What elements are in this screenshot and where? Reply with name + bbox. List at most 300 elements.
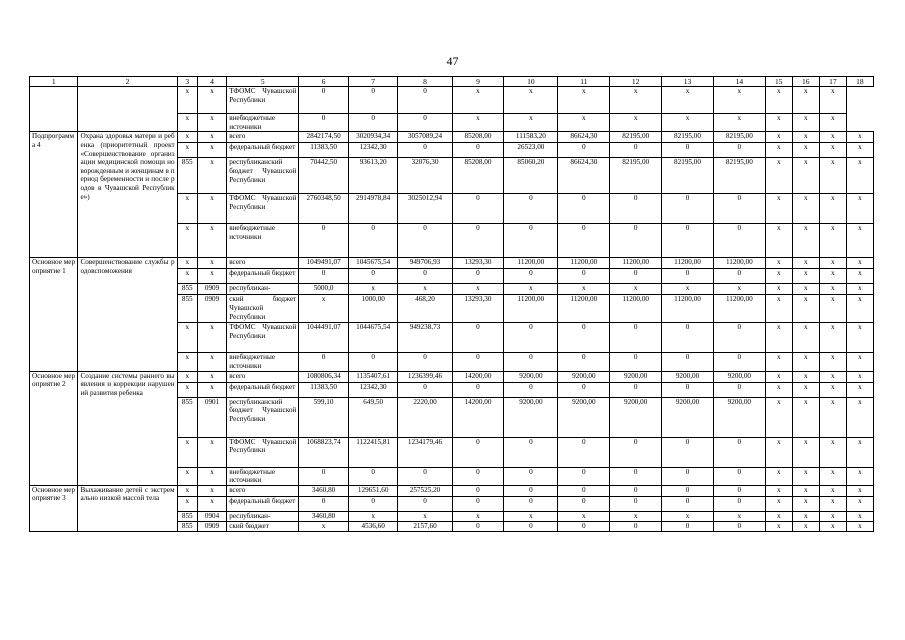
value-cell: 2220,00 <box>398 397 452 437</box>
table-row <box>30 132 874 143</box>
value-cell: x <box>765 511 792 521</box>
value-cell: x <box>792 467 819 485</box>
value-cell: 82195,00 <box>610 132 662 143</box>
value-cell: x <box>765 353 792 371</box>
funding-source-cell: федеральный бюджет <box>227 269 299 284</box>
value-cell: 0 <box>504 353 558 371</box>
value-cell: 3460,80 <box>299 511 349 521</box>
value-cell: 0 <box>610 323 662 353</box>
value-cell: 0 <box>662 353 714 371</box>
value-cell: x <box>846 323 873 353</box>
value-cell: x <box>846 284 873 295</box>
value-cell: x <box>765 258 792 269</box>
value-cell: 0 <box>713 437 765 467</box>
program-name-cell: Основное мероприятие 3 <box>30 485 78 531</box>
value-cell: x <box>765 143 792 158</box>
value-cell: 82195,00 <box>610 158 662 194</box>
value-cell: x <box>558 114 610 132</box>
grbs-cell: x <box>177 87 197 114</box>
value-cell: 12342,30 <box>348 143 398 158</box>
value-cell: 0 <box>713 485 765 496</box>
value-cell: 11200,00 <box>504 258 558 269</box>
value-cell: 0 <box>398 224 452 258</box>
value-cell: 0 <box>713 224 765 258</box>
value-cell: x <box>765 397 792 437</box>
value-cell: 1135407,61 <box>348 371 398 382</box>
value-cell: x <box>713 114 765 132</box>
funding-source-cell: республиканский бюджет Чувашской Республики <box>227 397 299 437</box>
value-cell: x <box>452 511 504 521</box>
column-header: 14 <box>713 77 765 87</box>
value-cell: x <box>504 284 558 295</box>
grbs-cell: x <box>177 353 197 371</box>
funding-source-cell: внебюджетные источники <box>227 353 299 371</box>
grbs-cell: x <box>177 467 197 485</box>
funding-source-cell: внебюджетные источники <box>227 467 299 485</box>
value-cell: 0 <box>398 496 452 511</box>
program-name-cell: Подпрограмма 4 <box>30 132 78 258</box>
value-cell: 468,20 <box>398 295 452 323</box>
section-cell: x <box>197 158 226 194</box>
value-cell: 0 <box>504 224 558 258</box>
value-cell: x <box>792 323 819 353</box>
value-cell: 0 <box>610 224 662 258</box>
value-cell: 0 <box>348 224 398 258</box>
value-cell: 0 <box>713 496 765 511</box>
grbs-cell: x <box>177 194 197 224</box>
value-cell: x <box>819 371 846 382</box>
value-cell: 0 <box>662 224 714 258</box>
value-cell: 0 <box>452 143 504 158</box>
value-cell: 0 <box>348 353 398 371</box>
table-row <box>30 87 874 114</box>
value-cell: 0 <box>662 496 714 511</box>
value-cell: 70442,50 <box>299 158 349 194</box>
value-cell: x <box>819 87 846 114</box>
program-description-cell: Выхаживание детей с экстремально низкой массой тела <box>78 485 177 531</box>
value-cell: x <box>819 284 846 295</box>
value-cell: 0 <box>558 382 610 397</box>
value-cell: x <box>558 511 610 521</box>
value-cell: 0 <box>452 496 504 511</box>
column-header: 17 <box>819 77 846 87</box>
value-cell: x <box>792 485 819 496</box>
value-cell: x <box>846 521 873 531</box>
value-cell: 0 <box>299 87 349 114</box>
value-cell: x <box>819 224 846 258</box>
section-cell: x <box>197 496 226 511</box>
value-cell: 0 <box>504 437 558 467</box>
value-cell: 0 <box>504 467 558 485</box>
value-cell: x <box>765 114 792 132</box>
value-cell: x <box>846 382 873 397</box>
value-cell: 9200,00 <box>713 397 765 437</box>
page-number: 47 <box>446 54 459 68</box>
section-cell: x <box>197 258 226 269</box>
value-cell: x <box>819 521 846 531</box>
section-cell: x <box>197 485 226 496</box>
value-cell: x <box>792 87 819 114</box>
value-cell: 0 <box>299 114 349 132</box>
funding-source-cell: федеральный бюджет <box>227 143 299 158</box>
value-cell: x <box>299 295 349 323</box>
grbs-cell: 855 <box>177 511 197 521</box>
value-cell: x <box>765 521 792 531</box>
value-cell: 0 <box>662 485 714 496</box>
value-cell: 0 <box>558 437 610 467</box>
table-row <box>30 258 874 269</box>
value-cell: x <box>846 194 873 224</box>
value-cell: x <box>452 114 504 132</box>
value-cell: x <box>792 382 819 397</box>
funding-source-cell: республикан- <box>227 284 299 295</box>
value-cell: 0 <box>558 194 610 224</box>
value-cell: x <box>792 521 819 531</box>
funding-source-cell: всего <box>227 258 299 269</box>
value-cell: x <box>792 284 819 295</box>
value-cell: 1045675,54 <box>348 258 398 269</box>
value-cell: 13293,30 <box>452 258 504 269</box>
value-cell: x <box>819 485 846 496</box>
value-cell: x <box>792 132 819 143</box>
value-cell: x <box>713 284 765 295</box>
value-cell: x <box>846 158 873 194</box>
value-cell: x <box>819 132 846 143</box>
value-cell: x <box>819 437 846 467</box>
value-cell: x <box>765 87 792 114</box>
value-cell: x <box>299 521 349 531</box>
value-cell: x <box>846 496 873 511</box>
column-header: 5 <box>227 77 299 87</box>
value-cell: x <box>610 87 662 114</box>
value-cell: 0 <box>713 323 765 353</box>
value-cell: x <box>846 437 873 467</box>
column-header: 2 <box>78 77 177 87</box>
value-cell: 0 <box>452 382 504 397</box>
value-cell: x <box>846 224 873 258</box>
value-cell: 3057089,24 <box>398 132 452 143</box>
value-cell: 0 <box>398 87 452 114</box>
value-cell: 82195,00 <box>662 132 714 143</box>
grbs-cell: x <box>177 496 197 511</box>
value-cell: 0 <box>348 87 398 114</box>
value-cell: x <box>846 371 873 382</box>
value-cell: x <box>792 143 819 158</box>
value-cell: x <box>765 269 792 284</box>
value-cell: x <box>348 511 398 521</box>
column-header: 3 <box>177 77 197 87</box>
value-cell: 0 <box>348 496 398 511</box>
funding-source-cell: республикан- <box>227 511 299 521</box>
value-cell: 0 <box>610 521 662 531</box>
grbs-cell: 855 <box>177 158 197 194</box>
value-cell: 0 <box>504 269 558 284</box>
value-cell: x <box>765 467 792 485</box>
value-cell: 0 <box>610 437 662 467</box>
value-cell: x <box>792 295 819 323</box>
value-cell: x <box>792 224 819 258</box>
value-cell: 1068823,74 <box>299 437 349 467</box>
value-cell: 86624,30 <box>558 158 610 194</box>
value-cell: 14200,00 <box>452 397 504 437</box>
value-cell: 0 <box>610 467 662 485</box>
value-cell: 9200,00 <box>558 397 610 437</box>
value-cell: 0 <box>610 485 662 496</box>
value-cell: 0 <box>452 437 504 467</box>
value-cell: x <box>792 258 819 269</box>
value-cell: 9200,00 <box>713 371 765 382</box>
section-cell: x <box>197 371 226 382</box>
value-cell: x <box>610 284 662 295</box>
value-cell: 0 <box>662 521 714 531</box>
value-cell: x <box>765 132 792 143</box>
value-cell: x <box>662 511 714 521</box>
value-cell: 0 <box>713 143 765 158</box>
grbs-cell: x <box>177 371 197 382</box>
value-cell: 9200,00 <box>558 371 610 382</box>
value-cell: 0 <box>452 323 504 353</box>
value-cell: x <box>846 269 873 284</box>
value-cell: 85208,00 <box>452 158 504 194</box>
value-cell: x <box>765 284 792 295</box>
section-cell: 0904 <box>197 511 226 521</box>
value-cell: x <box>765 485 792 496</box>
value-cell: 0 <box>610 143 662 158</box>
value-cell: x <box>792 511 819 521</box>
section-cell: 0901 <box>197 397 226 437</box>
value-cell: 0 <box>348 467 398 485</box>
value-cell: 0 <box>299 496 349 511</box>
value-cell: x <box>765 323 792 353</box>
value-cell: x <box>713 87 765 114</box>
value-cell: 0 <box>713 521 765 531</box>
value-cell: 0 <box>452 353 504 371</box>
value-cell: 26523,00 <box>504 143 558 158</box>
program-name-cell <box>30 87 78 132</box>
program-description-cell: Совершенствование службы родовспоможения <box>78 258 177 371</box>
section-cell: 0909 <box>197 284 226 295</box>
value-cell: 0 <box>504 521 558 531</box>
value-cell: x <box>819 496 846 511</box>
grbs-cell: x <box>177 224 197 258</box>
value-cell: x <box>610 114 662 132</box>
section-cell: x <box>197 382 226 397</box>
value-cell: x <box>452 87 504 114</box>
value-cell: x <box>765 158 792 194</box>
value-cell: 0 <box>398 143 452 158</box>
value-cell: 85060,20 <box>504 158 558 194</box>
value-cell: 0 <box>662 467 714 485</box>
value-cell: x <box>610 511 662 521</box>
column-header: 7 <box>348 77 398 87</box>
grbs-cell: x <box>177 143 197 158</box>
value-cell: 0 <box>662 323 714 353</box>
value-cell: 0 <box>452 224 504 258</box>
value-cell: x <box>846 295 873 323</box>
value-cell: 649,50 <box>348 397 398 437</box>
value-cell: 93613,20 <box>348 158 398 194</box>
value-cell: 82195,00 <box>713 158 765 194</box>
value-cell: 0 <box>610 382 662 397</box>
program-description-cell <box>78 87 177 132</box>
value-cell: 0 <box>452 269 504 284</box>
value-cell: x <box>819 295 846 323</box>
value-cell: 3020934,34 <box>348 132 398 143</box>
value-cell: 1236399,46 <box>398 371 452 382</box>
value-cell: 0 <box>504 382 558 397</box>
value-cell: x <box>558 284 610 295</box>
section-cell: x <box>197 143 226 158</box>
value-cell: 0 <box>299 269 349 284</box>
value-cell: 13293,30 <box>452 295 504 323</box>
value-cell: 0 <box>452 467 504 485</box>
value-cell: 9200,00 <box>610 397 662 437</box>
value-cell: 0 <box>398 467 452 485</box>
value-cell: 0 <box>610 269 662 284</box>
value-cell: 0 <box>662 143 714 158</box>
funding-source-cell: ский бюджет Чувашской Республики <box>227 295 299 323</box>
value-cell: 0 <box>504 485 558 496</box>
funding-source-cell: всего <box>227 132 299 143</box>
funding-source-cell: внебюджетные источники <box>227 224 299 258</box>
grbs-cell: 855 <box>177 521 197 531</box>
value-cell: 0 <box>558 467 610 485</box>
value-cell: 0 <box>662 194 714 224</box>
value-cell: 11200,00 <box>504 295 558 323</box>
value-cell: 0 <box>558 323 610 353</box>
value-cell: x <box>846 511 873 521</box>
value-cell: 32076,30 <box>398 158 452 194</box>
grbs-cell: x <box>177 258 197 269</box>
value-cell: 9200,00 <box>662 397 714 437</box>
value-cell: 129651,60 <box>348 485 398 496</box>
value-cell: x <box>819 158 846 194</box>
grbs-cell: x <box>177 323 197 353</box>
section-cell: x <box>197 353 226 371</box>
table-row <box>30 371 874 382</box>
grbs-cell: 855 <box>177 397 197 437</box>
value-cell: 1044491,07 <box>299 323 349 353</box>
value-cell: 3025012,94 <box>398 194 452 224</box>
value-cell: 0 <box>558 521 610 531</box>
section-cell: x <box>197 437 226 467</box>
section-cell: 0909 <box>197 295 226 323</box>
value-cell: 1000,00 <box>348 295 398 323</box>
value-cell: x <box>819 397 846 437</box>
value-cell: 0 <box>452 194 504 224</box>
value-cell: x <box>846 143 873 158</box>
value-cell: 1122415,81 <box>348 437 398 467</box>
value-cell: 0 <box>452 521 504 531</box>
value-cell: 11200,00 <box>610 295 662 323</box>
value-cell: x <box>819 194 846 224</box>
program-description-cell: Охрана здоровья матери и ребенка (приоритетный проект «Совершенствование организации медицинской помощи новорожденным и женщинам в период беременности и после родов в Чувашской Республике») <box>78 132 177 258</box>
value-cell: x <box>504 511 558 521</box>
value-cell: x <box>792 371 819 382</box>
value-cell: 2760348,50 <box>299 194 349 224</box>
program-name-cell: Основное мероприятие 2 <box>30 371 78 485</box>
value-cell: x <box>819 511 846 521</box>
value-cell: 0 <box>713 269 765 284</box>
value-cell: x <box>792 353 819 371</box>
budget-table <box>29 76 874 532</box>
value-cell: 0 <box>398 353 452 371</box>
grbs-cell: x <box>177 132 197 143</box>
value-cell: 2157,60 <box>398 521 452 531</box>
grbs-cell: x <box>177 382 197 397</box>
value-cell: x <box>819 269 846 284</box>
value-cell: x <box>765 382 792 397</box>
value-cell: 1044675,54 <box>348 323 398 353</box>
value-cell: 82195,00 <box>713 132 765 143</box>
value-cell: 11383,50 <box>299 143 349 158</box>
value-cell: x <box>792 269 819 284</box>
value-cell: x <box>792 158 819 194</box>
column-header: 12 <box>610 77 662 87</box>
column-header: 8 <box>398 77 452 87</box>
value-cell: 0 <box>713 382 765 397</box>
section-cell: x <box>197 87 226 114</box>
column-header: 18 <box>846 77 873 87</box>
grbs-cell: x <box>177 437 197 467</box>
value-cell: 9200,00 <box>610 371 662 382</box>
value-cell: 0 <box>713 467 765 485</box>
value-cell: 11200,00 <box>662 295 714 323</box>
value-cell: 86624,30 <box>558 132 610 143</box>
value-cell: 0 <box>299 467 349 485</box>
value-cell: 0 <box>610 496 662 511</box>
value-cell: 949238,73 <box>398 323 452 353</box>
funding-source-cell: федеральный бюджет <box>227 496 299 511</box>
value-cell: 0 <box>662 437 714 467</box>
value-cell: x <box>792 194 819 224</box>
funding-source-cell: республиканский бюджет Чувашской Республики <box>227 158 299 194</box>
value-cell: x <box>713 511 765 521</box>
value-cell: x <box>398 284 452 295</box>
value-cell: 11200,00 <box>713 295 765 323</box>
column-header: 4 <box>197 77 226 87</box>
value-cell: x <box>792 114 819 132</box>
value-cell: x <box>504 87 558 114</box>
column-header: 15 <box>765 77 792 87</box>
value-cell: 0 <box>398 114 452 132</box>
value-cell: 0 <box>713 353 765 371</box>
program-name-cell: Основное мероприятие 1 <box>30 258 78 371</box>
value-cell: 1234179,46 <box>398 437 452 467</box>
value-cell: 0 <box>558 269 610 284</box>
value-cell: x <box>558 87 610 114</box>
value-cell: x <box>765 496 792 511</box>
value-cell: x <box>792 397 819 437</box>
value-cell: 11200,00 <box>610 258 662 269</box>
value-cell: x <box>819 467 846 485</box>
value-cell: x <box>819 323 846 353</box>
section-cell: x <box>197 224 226 258</box>
value-cell: 3460,80 <box>299 485 349 496</box>
grbs-cell: 855 <box>177 295 197 323</box>
value-cell: 0 <box>662 382 714 397</box>
column-header: 9 <box>452 77 504 87</box>
value-cell: 11200,00 <box>558 258 610 269</box>
table-row <box>30 485 874 496</box>
value-cell: 0 <box>398 269 452 284</box>
value-cell: x <box>792 496 819 511</box>
value-cell: x <box>662 87 714 114</box>
value-cell: 2914978,84 <box>348 194 398 224</box>
value-cell: 0 <box>504 194 558 224</box>
value-cell: 11383,50 <box>299 382 349 397</box>
value-cell: 1080806,34 <box>299 371 349 382</box>
